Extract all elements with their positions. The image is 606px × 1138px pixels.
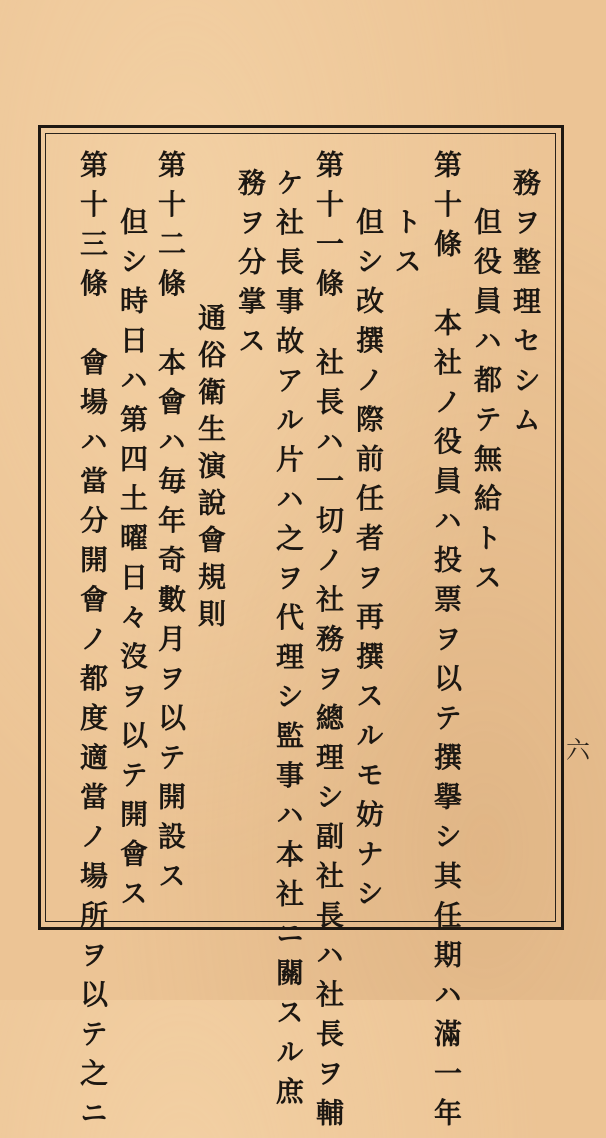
text-column-2: 但役員ハ都テ無給トス: [470, 207, 503, 602]
section-heading: 通俗衛生演說會規則: [194, 303, 227, 636]
text-column-4: トス: [390, 207, 423, 286]
text-column-10: 第十二條 本會ハ毎年奇數月ヲ以テ開設ス: [154, 150, 187, 901]
text-column-12: 第十三條 會場ハ當分開會ノ都度適當ノ場所ヲ以テ之ニ: [76, 150, 109, 1138]
text-column-3: 第十條 本社ノ役員ハ投票ヲ以テ撰擧シ其任期ハ滿一年: [430, 150, 463, 1138]
text-column-7: ケ社長事故アル片ハ之ヲ代理シ監事ハ本社ニ關スル庶: [272, 168, 305, 1116]
page-number: 六: [566, 736, 590, 764]
text-column-1: 務ヲ整理セシム: [509, 168, 542, 445]
text-column-11: 但シ時日ハ第四土曜日々沒ヲ以テ開會ス: [116, 207, 149, 918]
text-column-5: 但シ改撰ノ際前任者ヲ再撰スルモ妨ナシ: [352, 207, 385, 918]
text-column-8: 務ヲ分掌ス: [234, 168, 267, 366]
text-column-6: 第十一條 社長ハ一切ノ社務ヲ總理シ副社長ハ社長ヲ輔: [312, 150, 345, 1138]
